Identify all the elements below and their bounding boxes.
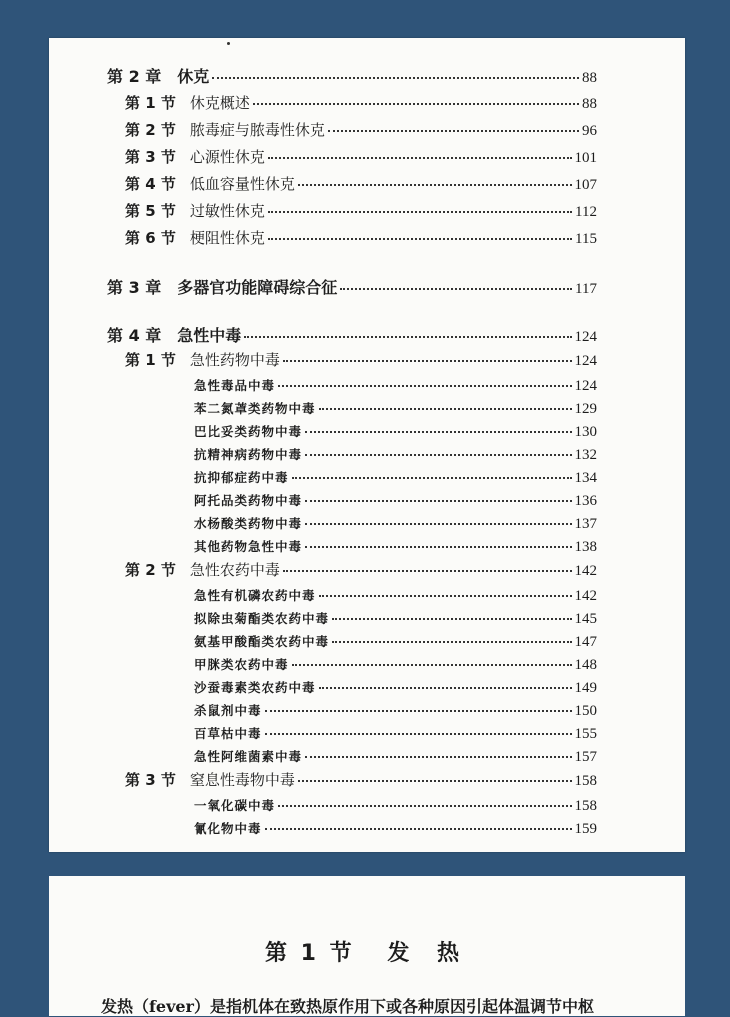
dot-leader [265, 733, 572, 735]
dot-leader [278, 385, 571, 387]
toc-item [194, 678, 597, 697]
item-title: 急性毒品中毒 [194, 378, 276, 393]
page-number: 96 [582, 123, 597, 139]
section-prefix: 第 3 节 [125, 771, 176, 789]
item-title: 一氧化碳中毒 [194, 798, 276, 813]
item-title: 甲脒类农药中毒 [194, 657, 289, 672]
item-title: 巴比妥类药物中毒 [194, 424, 303, 439]
page-number: 137 [574, 516, 597, 532]
section-prefix: 第 4 节 [125, 175, 176, 193]
page-number: 155 [574, 726, 597, 742]
toc-item [194, 724, 597, 743]
section-prefix: 第 3 节 [125, 148, 176, 166]
item-title: 抗精神病药物中毒 [194, 447, 303, 462]
item-title: 水杨酸类药物中毒 [194, 516, 303, 531]
dot-leader [278, 805, 571, 807]
dot-leader [305, 756, 571, 758]
toc-section [125, 119, 597, 140]
heading-prefix: 第 1 节 [265, 941, 355, 966]
toc-chapter-4 [107, 323, 597, 346]
dot-leader [268, 157, 572, 159]
dot-leader [319, 408, 572, 410]
toc-item [194, 819, 597, 838]
page-number: 148 [574, 657, 597, 673]
page-number: 130 [574, 424, 597, 440]
dot-leader [244, 336, 571, 338]
section-title: 急性农药中毒 [189, 561, 280, 579]
page-number: 88 [582, 70, 597, 86]
page-number: 142 [574, 588, 597, 604]
chapter-prefix: 第 2 章 [107, 67, 162, 86]
toc-item [194, 468, 597, 487]
toc-item [194, 491, 597, 510]
page-number: 147 [574, 634, 597, 650]
toc-item [194, 586, 597, 605]
section-prefix: 第 6 节 [125, 229, 176, 247]
toc-item [194, 514, 597, 533]
section-title: 过敏性休克 [189, 202, 265, 220]
toc-section [125, 92, 597, 113]
chapter-title: 休克 [177, 67, 210, 86]
chapter-title: 多器官功能障碍综合征 [177, 278, 338, 297]
toc-item [194, 747, 597, 766]
page-number: 88 [582, 96, 597, 112]
dot-leader [305, 454, 571, 456]
section-title: 脓毒症与脓毒性休克 [189, 121, 325, 139]
item-title: 百草枯中毒 [194, 726, 262, 741]
item-title: 急性阿维菌素中毒 [194, 749, 303, 764]
page-number: 115 [575, 231, 597, 247]
dot-leader [305, 431, 571, 433]
toc-item [194, 537, 597, 556]
heading-title: 发 热 [387, 941, 469, 966]
page-number: 124 [574, 353, 597, 369]
section-prefix: 第 5 节 [125, 202, 176, 220]
dot-leader [265, 828, 572, 830]
page-number: 134 [574, 470, 597, 486]
dot-leader [268, 238, 572, 240]
dot-leader [340, 288, 572, 290]
section-prefix: 第 1 节 [125, 94, 176, 112]
toc-item [194, 376, 597, 395]
section-title: 窒息性毒物中毒 [189, 771, 295, 789]
item-title: 阿托品类药物中毒 [194, 493, 303, 508]
page-number: 124 [574, 378, 597, 394]
toc-item [194, 399, 597, 418]
toc-item [194, 609, 597, 628]
dot-leader [283, 570, 572, 572]
toc-item [194, 422, 597, 441]
toc-section [125, 349, 597, 370]
page-number: 157 [574, 749, 597, 765]
toc-section [125, 227, 597, 248]
section-prefix: 第 2 节 [125, 561, 176, 579]
chapter-title: 急性中毒 [177, 326, 242, 345]
toc-section [125, 200, 597, 221]
page-number: 158 [574, 773, 597, 789]
toc-chapter-3 [107, 275, 597, 298]
chapter-page [49, 876, 685, 1016]
dot-leader [305, 500, 571, 502]
toc-section [125, 173, 597, 194]
page-number: 117 [575, 281, 597, 297]
toc-section [125, 146, 597, 167]
item-title: 沙蚕毒素类农药中毒 [194, 680, 316, 695]
page-number: 107 [574, 177, 597, 193]
dot-leader [292, 664, 572, 666]
page-number: 142 [574, 563, 597, 579]
section-title: 梗阻性休克 [189, 229, 265, 247]
page-number: 124 [574, 329, 597, 345]
body-paragraph: 发热（fever）是指机体在致热原作用下或各种原因引起体温调节中枢 [101, 997, 594, 1016]
toc-item [194, 655, 597, 674]
dot-leader [253, 103, 579, 105]
section-title: 心源性休克 [189, 148, 265, 166]
dot-leader [292, 477, 572, 479]
page-number: 158 [574, 798, 597, 814]
dot-leader [283, 360, 572, 362]
item-title: 抗抑郁症药中毒 [194, 470, 289, 485]
page-number: 145 [574, 611, 597, 627]
section-prefix: 第 2 节 [125, 121, 176, 139]
dot-leader [305, 546, 571, 548]
section-title: 低血容量性休克 [189, 175, 295, 193]
item-title: 氰化物中毒 [194, 821, 262, 836]
dot-leader [319, 595, 572, 597]
item-title: 苯二氮䓬类药物中毒 [194, 401, 316, 416]
dot-leader [319, 687, 572, 689]
page-number: 149 [574, 680, 597, 696]
toc-item [194, 701, 597, 720]
toc-item [194, 445, 597, 464]
dot-leader [328, 130, 579, 132]
page-number: 129 [574, 401, 597, 417]
dot-leader [265, 710, 572, 712]
page-number: 132 [574, 447, 597, 463]
section-heading [49, 936, 685, 967]
page-number: 101 [574, 150, 597, 166]
item-title: 其他药物急性中毒 [194, 539, 303, 554]
ink-mark [227, 42, 230, 45]
dot-leader [305, 523, 571, 525]
dot-leader [332, 641, 571, 643]
toc-page [49, 38, 685, 852]
chapter-prefix: 第 3 章 [107, 278, 162, 297]
section-title: 急性药物中毒 [189, 351, 280, 369]
section-title: 休克概述 [189, 94, 250, 112]
chapter-prefix: 第 4 章 [107, 326, 162, 345]
item-title: 氨基甲酸酯类农药中毒 [194, 634, 330, 649]
toc-section [125, 559, 597, 580]
dot-leader [212, 77, 579, 79]
dot-leader [268, 211, 572, 213]
item-title: 急性有机磷农药中毒 [194, 588, 316, 603]
toc-item [194, 632, 597, 651]
toc-item [194, 796, 597, 815]
item-title: 杀鼠剂中毒 [194, 703, 262, 718]
toc-section [125, 769, 597, 790]
dot-leader [332, 618, 571, 620]
dot-leader [298, 780, 572, 782]
page-number: 112 [575, 204, 597, 220]
item-title: 拟除虫菊酯类农药中毒 [194, 611, 330, 626]
page-number: 150 [574, 703, 597, 719]
toc-chapter-2 [107, 64, 597, 87]
section-prefix: 第 1 节 [125, 351, 176, 369]
dot-leader [298, 184, 572, 186]
page-number: 136 [574, 493, 597, 509]
page-number: 159 [574, 821, 597, 837]
page-number: 138 [574, 539, 597, 555]
